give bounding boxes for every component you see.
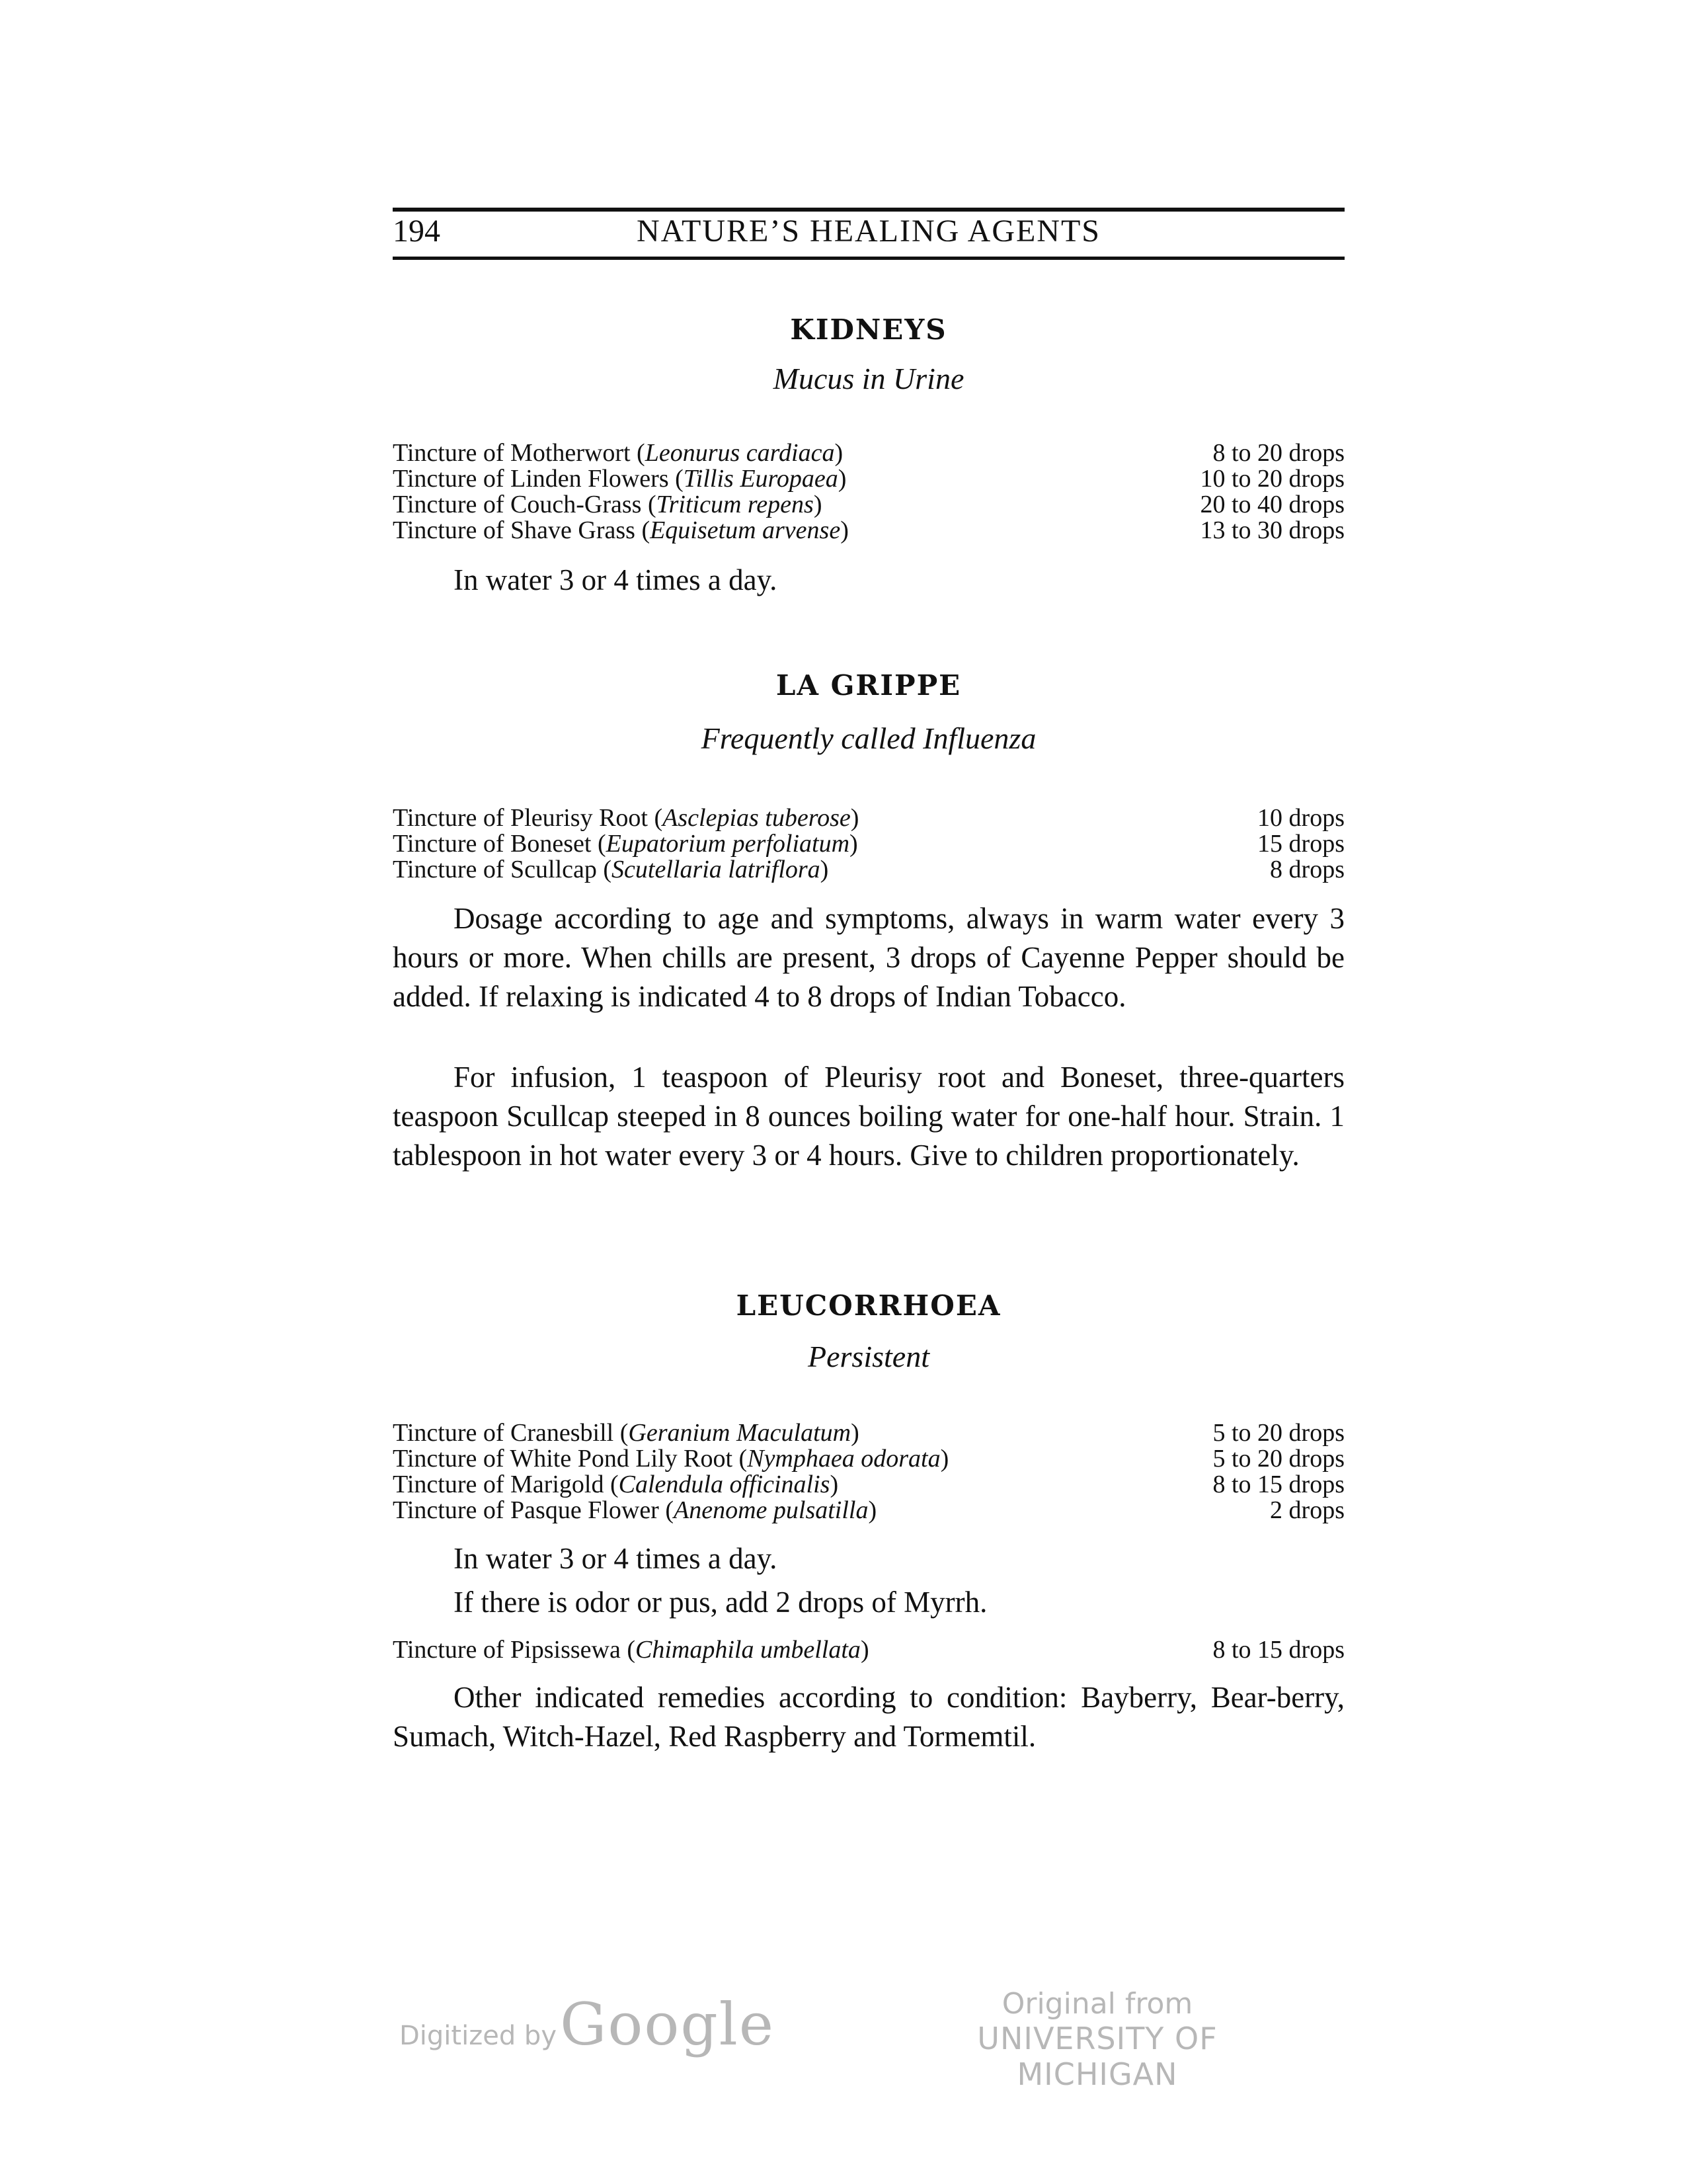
la-grippe-infusion-paragraph: For infusion, 1 teaspoon of Pleurisy root and Boneset, three-quarters teaspoon Scullcap steeped in 8 ounces boiling water for one-half hour. Strain. 1 tablespoon in hot water every 3 or 4 hours. Give to children proportionately. xyxy=(393,1061,1345,1172)
prescription-name: Tincture of Cranesbill (Geranium Maculatum) xyxy=(393,1419,859,1447)
prescription-row xyxy=(393,831,1345,857)
header-top-rule xyxy=(393,208,1345,212)
section-title-leucorrhoea: LEUCORRHOEA xyxy=(736,1289,1002,1322)
la-grippe-dosage-paragraph: Dosage according to age and symptoms, always in warm water every 3 hours or more. When chills are present, 3 drops of Cayenne Pepper should be added. If relaxing is indicated 4 to 8 drops of Indian Tobacco. xyxy=(393,902,1345,1013)
prescription-dose: 13 to 30 drops xyxy=(1200,516,1345,544)
header-bottom-rule xyxy=(393,257,1345,260)
prescription-table-la-grippe xyxy=(393,805,1345,883)
prescription-name: Tincture of Motherwort (Leonurus cardiaca) xyxy=(393,439,844,467)
prescription-row xyxy=(393,440,1345,466)
page-number: 194 xyxy=(393,214,440,249)
prescription-dose: 2 drops xyxy=(1270,1496,1345,1524)
prescription-row xyxy=(393,518,1345,544)
prescription-name: Tincture of Marigold (Calendula officinalis) xyxy=(393,1471,839,1498)
google-logo: Google xyxy=(560,1990,775,2058)
section-title-kidneys: KIDNEYS xyxy=(790,313,947,346)
prescription-row xyxy=(393,1472,1345,1498)
prescription-row xyxy=(393,466,1345,492)
original-from-watermark xyxy=(912,1987,1282,2092)
prescription-table-leucorrhoea-extra xyxy=(393,1637,1345,1663)
prescription-row xyxy=(393,1637,1345,1663)
prescription-dose: 8 to 20 drops xyxy=(1212,439,1345,467)
running-title: NATURE’S HEALING AGENTS xyxy=(637,214,1101,249)
prescription-row xyxy=(393,492,1345,518)
prescription-dose: 20 to 40 drops xyxy=(1200,491,1345,518)
prescription-dose: 5 to 20 drops xyxy=(1212,1419,1345,1447)
prescription-dose: 8 to 15 drops xyxy=(1212,1636,1345,1664)
prescription-dose: 8 to 15 drops xyxy=(1212,1471,1345,1498)
prescription-row xyxy=(393,805,1345,831)
prescription-name: Tincture of Pleurisy Root (Asclepias tuberose) xyxy=(393,804,859,832)
prescription-row xyxy=(393,1498,1345,1523)
section-subtitle-leucorrhoea: Persistent xyxy=(808,1340,929,1373)
original-from-label: Original from xyxy=(1002,1987,1193,2021)
prescription-row xyxy=(393,1420,1345,1446)
section-subtitle-kidneys: Mucus in Urine xyxy=(773,362,964,395)
prescription-table-kidneys xyxy=(393,440,1345,544)
prescription-dose: 10 to 20 drops xyxy=(1200,465,1345,493)
prescription-dose: 15 drops xyxy=(1257,830,1345,858)
digitized-prefix: Digitized by xyxy=(399,2021,557,2051)
section-title-la-grippe: LA GRIPPE xyxy=(775,669,962,702)
leucorrhoea-note-2: If there is odor or pus, add 2 drops of Myrrh. xyxy=(453,1586,988,1619)
university-name: UNIVERSITY OF MICHIGAN xyxy=(977,2021,1218,2092)
prescription-row xyxy=(393,857,1345,883)
prescription-dose: 10 drops xyxy=(1257,804,1345,832)
prescription-name: Tincture of Pipsissewa (Chimaphila umbellata) xyxy=(393,1636,869,1664)
prescription-row xyxy=(393,1446,1345,1472)
digitized-by-google-watermark xyxy=(399,1990,775,2058)
prescription-name: Tincture of Boneset (Eupatorium perfoliatum) xyxy=(393,830,858,858)
prescription-name: Tincture of Linden Flowers (Tillis Europaea) xyxy=(393,465,847,493)
prescription-name: Tincture of Pasque Flower (Anenome pulsatilla) xyxy=(393,1496,877,1524)
leucorrhoea-note-1: In water 3 or 4 times a day. xyxy=(453,1542,777,1575)
prescription-table-leucorrhoea xyxy=(393,1420,1345,1523)
prescription-name: Tincture of Scullcap (Scutellaria latriflora) xyxy=(393,856,829,883)
leucorrhoea-other-remedies: Other indicated remedies according to condition: Bayberry, Bear-berry, Sumach, Witch-Hazel, Red Raspberry and Tormemtil. xyxy=(393,1681,1345,1753)
prescription-name: Tincture of Couch-Grass (Triticum repens) xyxy=(393,491,822,518)
section-subtitle-la-grippe: Frequently called Influenza xyxy=(701,721,1037,755)
prescription-dose: 8 drops xyxy=(1270,856,1345,883)
prescription-name: Tincture of White Pond Lily Root (Nymphaea odorata) xyxy=(393,1445,949,1473)
prescription-dose: 5 to 20 drops xyxy=(1212,1445,1345,1473)
kidneys-note: In water 3 or 4 times a day. xyxy=(453,563,777,596)
prescription-name: Tincture of Shave Grass (Equisetum arvense) xyxy=(393,516,849,544)
